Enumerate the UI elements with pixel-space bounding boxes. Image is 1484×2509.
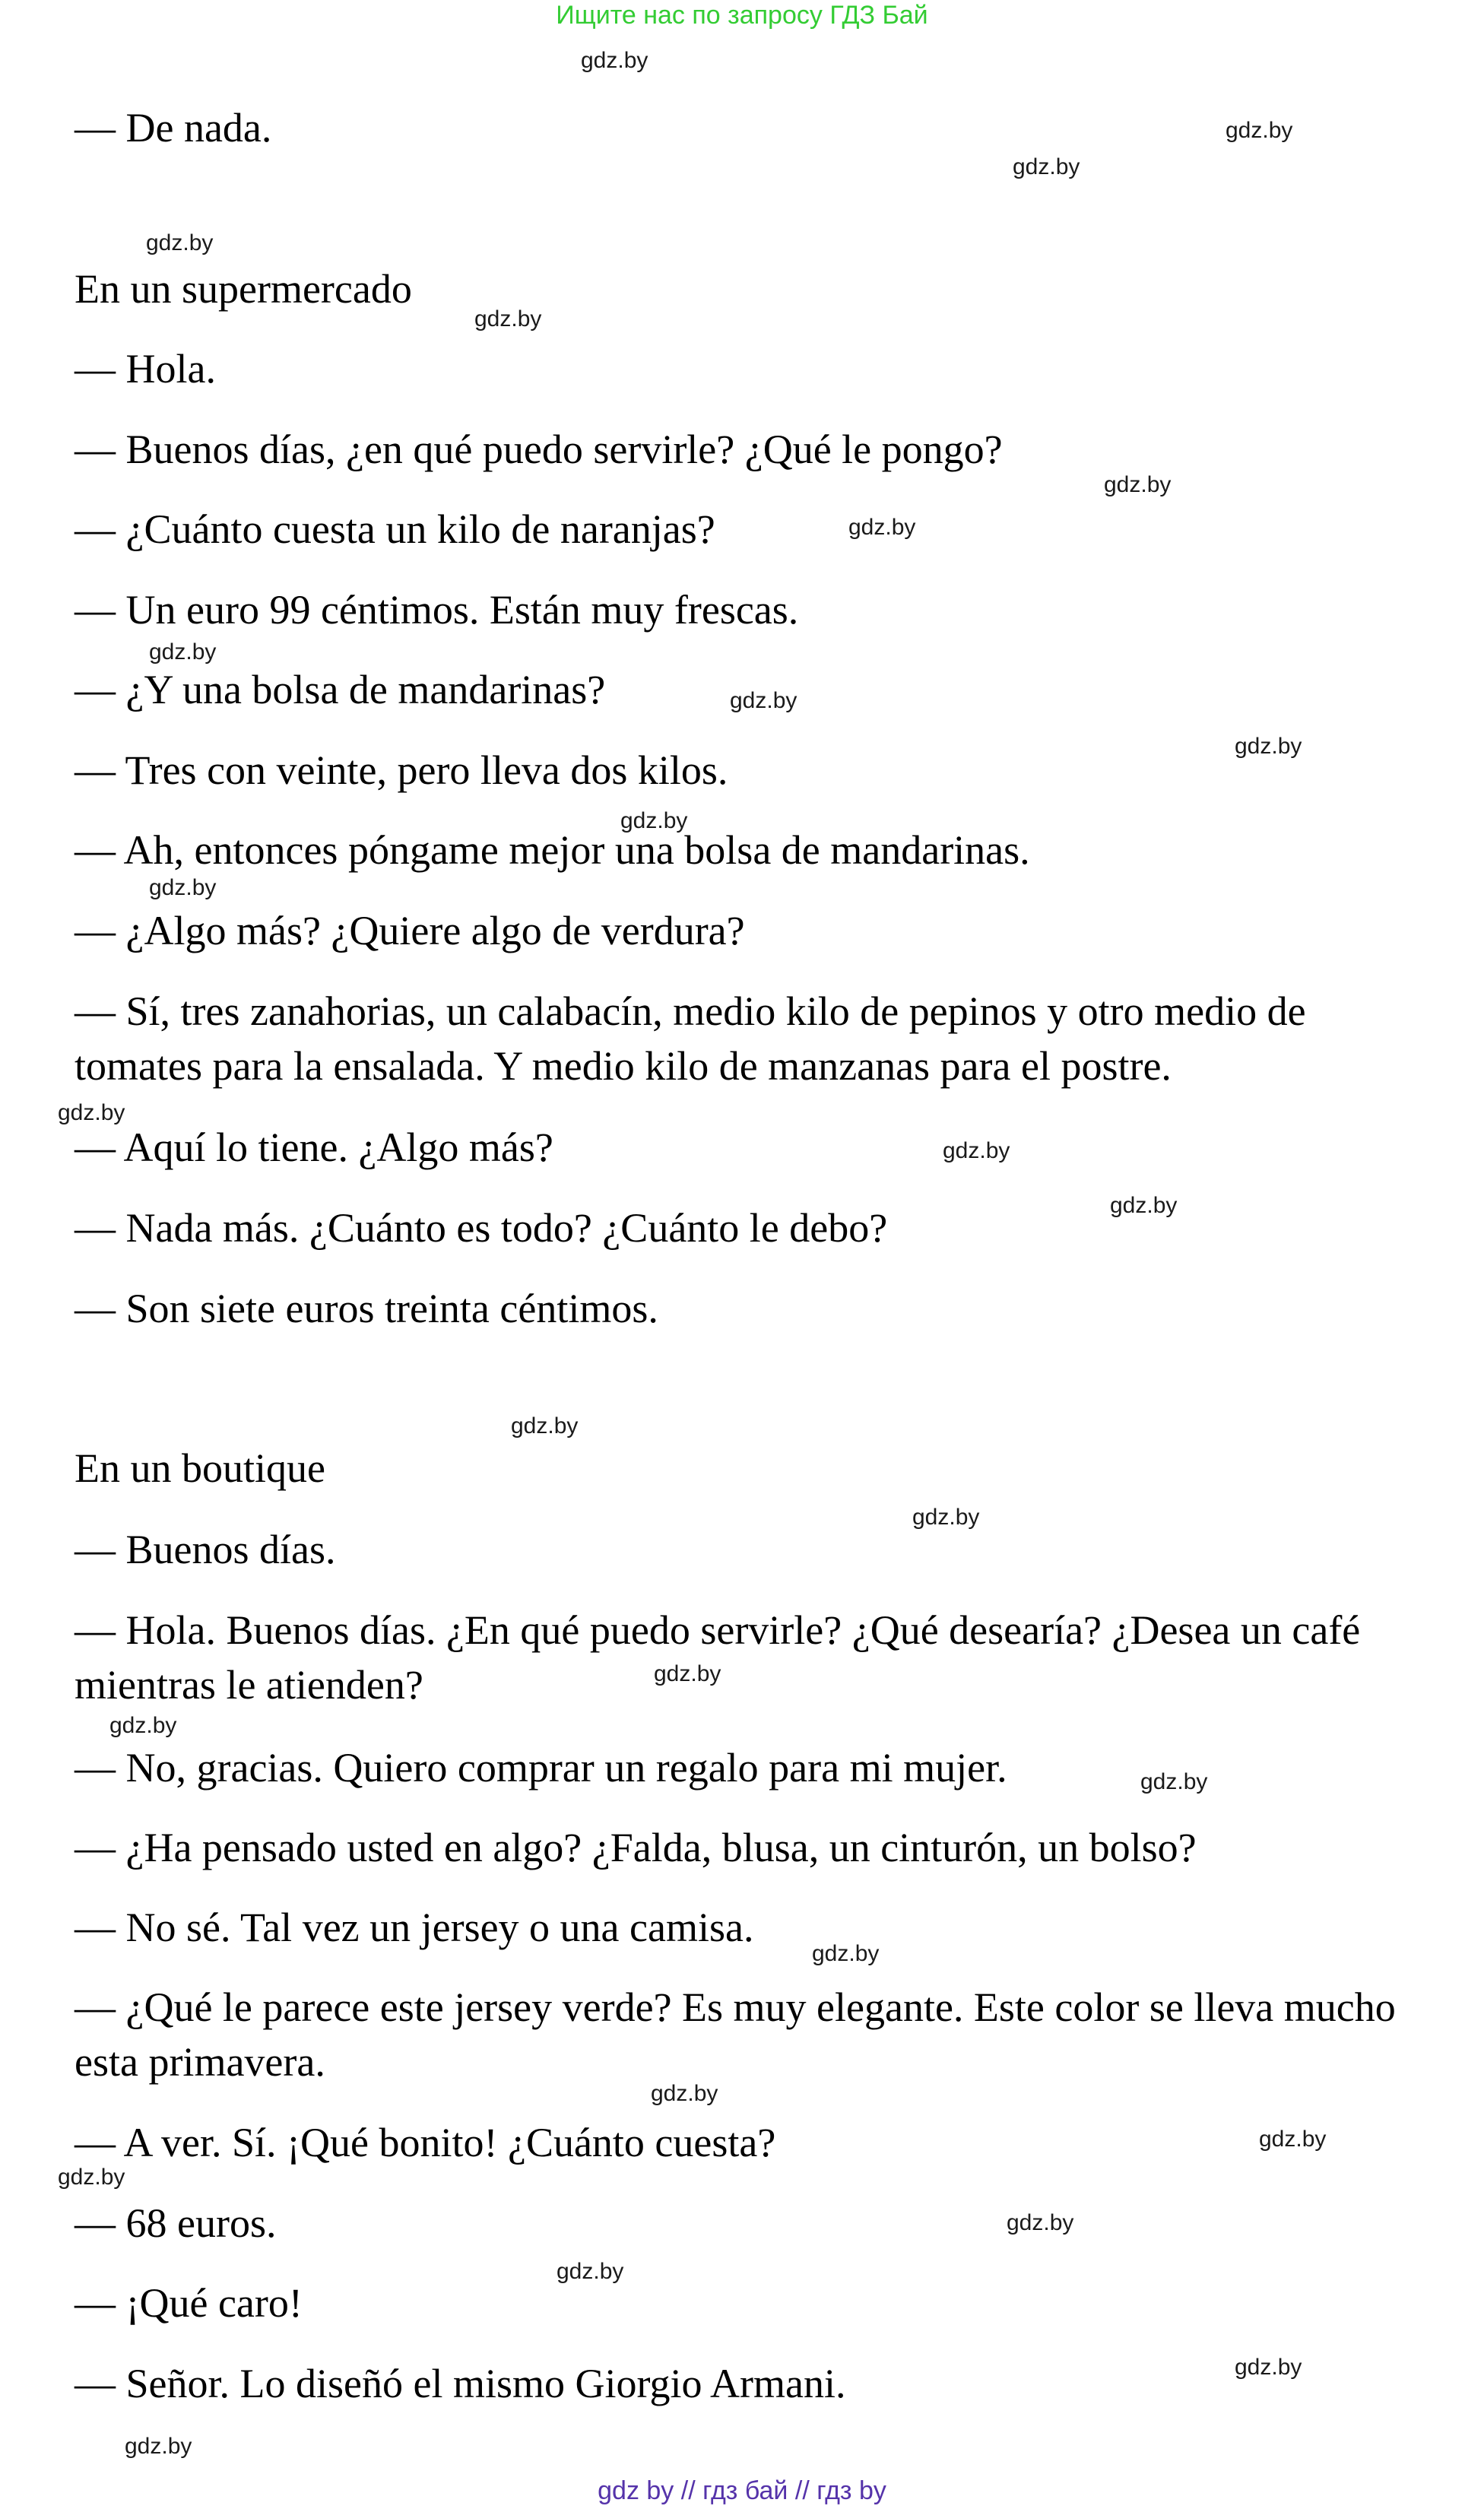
watermark: gdz.by xyxy=(1140,1769,1208,1794)
watermark: gdz.by xyxy=(1235,2355,1302,2380)
search-hint-header: Ищите нас по запросу ГДЗ Бай xyxy=(556,1,928,30)
watermark: gdz.by xyxy=(912,1505,980,1530)
watermark: gdz.by xyxy=(474,306,542,331)
watermark: gdz.by xyxy=(1013,154,1080,179)
watermark: gdz.by xyxy=(943,1138,1010,1163)
dialogue-line: — Sí, tres zanahorias, un calabacín, medio kilo de pepinos y otro medio de tomates para la ensalada. Y medio kilo de manzanas para el postre. xyxy=(75,988,1306,1089)
watermark: gdz.by xyxy=(812,1941,880,1966)
watermark: gdz.by xyxy=(146,230,214,255)
dialogue-line: — ¡Qué caro! xyxy=(75,2280,303,2326)
watermark: gdz.by xyxy=(1007,2210,1074,2235)
watermark: gdz.by xyxy=(58,2165,125,2190)
dialogue-line: — Aquí lo tiene. ¿Algo más? xyxy=(75,1124,553,1170)
watermark: gdz.by xyxy=(1110,1193,1178,1218)
section-heading: En un supermercado xyxy=(75,266,412,312)
dialogue-line: — ¿Cuánto cuesta un kilo de naranjas? xyxy=(75,506,715,552)
dialogue-line: — Señor. Lo diseñó el mismo Giorgio Armani. xyxy=(75,2361,846,2406)
site-footer: gdz by // гдз бай // гдз by xyxy=(598,2476,886,2505)
watermark: gdz.by xyxy=(149,639,217,665)
watermark: gdz.by xyxy=(651,2081,718,2106)
watermark: gdz.by xyxy=(149,875,217,900)
dialogue-line: — Hola. Buenos días. ¿En qué puedo servirle? ¿Qué desearía? ¿Desea un café mientras le atienden? xyxy=(75,1607,1361,1708)
dialogue-line: — Hola. xyxy=(75,346,216,392)
dialogue-line: — ¿Qué le parece este jersey verde? Es muy elegante. Este color se lleva mucho esta primavera. xyxy=(75,1984,1396,2085)
dialogue-line: — Tres con veinte, pero lleva dos kilos. xyxy=(75,747,728,793)
watermark: gdz.by xyxy=(730,688,797,713)
watermark: gdz.by xyxy=(1226,118,1293,143)
watermark: gdz.by xyxy=(1259,2127,1327,2152)
watermark: gdz.by xyxy=(620,808,688,833)
dialogue-line: — ¿Y una bolsa de mandarinas? xyxy=(75,667,606,712)
dialogue-line: — ¿Ha pensado usted en algo? ¿Falda, blusa, un cinturón, un bolso? xyxy=(75,1825,1197,1870)
dialogue-line: — Nada más. ¿Cuánto es todo? ¿Cuánto le debo? xyxy=(75,1205,888,1251)
watermark: gdz.by xyxy=(848,515,916,540)
dialogue-line: — Buenos días. xyxy=(75,1527,336,1572)
dialogue-line: — Buenos días, ¿en qué puedo servirle? ¿Qué le pongo? xyxy=(75,427,1003,472)
dialogue-line: — A ver. Sí. ¡Qué bonito! ¿Cuánto cuesta? xyxy=(75,2120,776,2165)
dialogue-line: — ¿Algo más? ¿Quiere algo de verdura? xyxy=(75,908,745,953)
dialogue-line: — No sé. Tal vez un jersey o una camisa. xyxy=(75,1905,754,1950)
watermark: gdz.by xyxy=(125,2434,192,2459)
watermark: gdz.by xyxy=(581,48,648,73)
dialogue-line: — Son siete euros treinta céntimos. xyxy=(75,1286,658,1331)
section-heading: En un boutique xyxy=(75,1445,325,1491)
watermark: gdz.by xyxy=(109,1713,177,1738)
dialogue-line: — 68 euros. xyxy=(75,2200,277,2246)
dialogue-line: — Un euro 99 céntimos. Están muy frescas. xyxy=(75,587,799,633)
watermark: gdz.by xyxy=(556,2259,624,2284)
dialogue-line: — De nada. xyxy=(75,105,272,151)
watermark: gdz.by xyxy=(1104,472,1172,497)
dialogue-line: — Ah, entonces póngame mejor una bolsa de mandarinas. xyxy=(75,827,1030,873)
watermark: gdz.by xyxy=(654,1661,721,1686)
watermark: gdz.by xyxy=(511,1413,579,1438)
dialogue-line: — No, gracias. Quiero comprar un regalo para mi mujer. xyxy=(75,1745,1007,1791)
watermark: gdz.by xyxy=(58,1100,125,1125)
watermark: gdz.by xyxy=(1235,734,1302,759)
